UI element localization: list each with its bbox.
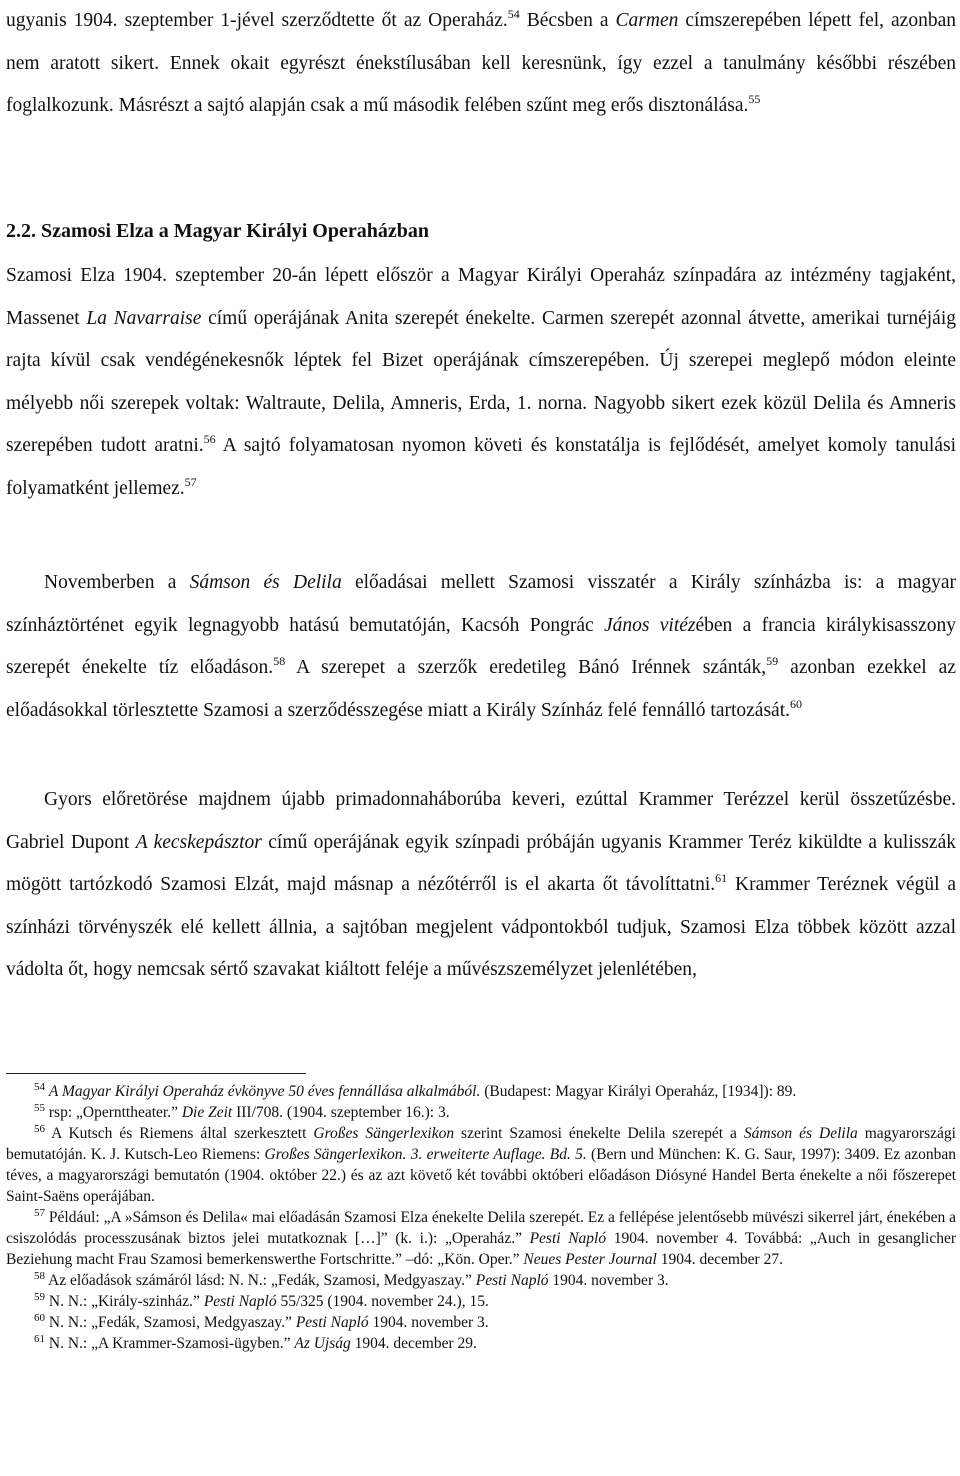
footnote-ref-61[interactable]: 61 bbox=[715, 871, 728, 885]
text: N. N.: „A Krammer-Szamosi-ügyben.” bbox=[45, 1335, 295, 1352]
footnote-ref-59[interactable]: 59 bbox=[766, 654, 779, 668]
text: Krammer Teréznek végül a színházi törvényszék elé kellett állnia, a sajtóban megjelent vádpontokból tudjuk, Szamosi Elza többek között azzal vádolta őt, hogy nemcsak sértő szavakat kiáltott feléje a művészszemélyzet jelenlétében, bbox=[6, 874, 956, 980]
text: Az előadások számáról lásd: N. N.: „Fedák, Szamosi, Medgyaszay.” bbox=[45, 1272, 476, 1289]
text: előadásai mellett Szamosi visszatér a Király színházba is: a magyar színháztörténet egyik legnagyobb hatású bemutatóján, Kacsóh Pongrác bbox=[6, 572, 956, 636]
text: 1904. november 3. bbox=[368, 1314, 489, 1331]
italic-title: La Navarraise bbox=[86, 307, 202, 329]
text: szerint Szamosi énekelte Delila szerepét a bbox=[454, 1125, 744, 1142]
footnote-number: 59 bbox=[34, 1291, 45, 1303]
footnote-54 bbox=[6, 1081, 956, 1102]
text: Bécsben a bbox=[519, 10, 616, 31]
text: Például: „A »Sámson és Delila« mai előadásán Szamosi Elza énekelte Delila szerepét. Ez a fellépése jelentősebb müvészi sikerrel járt, énekében a csiszolódás processzusának biztos jelei mutatkoznak […]” (k. i.): „Operaház.” bbox=[6, 1209, 956, 1247]
text: 1904. november 3. bbox=[548, 1272, 669, 1289]
paragraph-janos-vitez bbox=[6, 562, 956, 732]
italic-title: János vitéz bbox=[603, 614, 696, 636]
footnote-number: 54 bbox=[34, 1081, 45, 1093]
text: Gyors előretörése majdnem újabb primadonnaháborúba keveri, ezúttal Krammer Terézzel kerül összetűzésbe. Gabriel Dupont bbox=[6, 789, 956, 853]
footnote-number: 57 bbox=[34, 1207, 45, 1219]
italic-title: A kecskepásztor bbox=[135, 831, 262, 853]
footnote-divider bbox=[6, 1073, 306, 1074]
footnote-number: 61 bbox=[34, 1333, 45, 1345]
paragraph-opera-debut bbox=[6, 255, 956, 510]
text: 55/325 (1904. november 24.), 15. bbox=[276, 1293, 489, 1310]
italic-title: Pesti Napló bbox=[295, 1314, 369, 1331]
text: ugyanis 1904. szeptember 1-jével szerződtette őt az Operaház. bbox=[6, 10, 508, 31]
italic-title: Az Ujság bbox=[294, 1335, 351, 1352]
text: Szamosi Elza 1904. szeptember 20-án lépett először a Magyar Királyi Operaház színpadára az intézmény tagjaként, Massenet bbox=[6, 265, 956, 329]
footnote-ref-60[interactable]: 60 bbox=[790, 696, 802, 711]
text: (Budapest: Magyar Királyi Operaház, [1934]): 89. bbox=[480, 1083, 797, 1100]
text: 1904. november 4. Továbbá: „Auch in gesanglicher Beziehung macht Frau Szamosi bemerkenswerthe Fortschritte.” –dó: „Kön. Oper.” bbox=[6, 1230, 956, 1268]
italic-title: Großes Sängerlexikon bbox=[313, 1125, 455, 1142]
text: címszerepében lépett fel, azonban nem aratott sikert. Ennek okait egyrészt énekstílusában kell keresnünk, így ezzel a tanulmány későbbi részében foglalkozunk. Másrészt a sajtó alapján csak a mű második felében szűnt meg erős disztonálása. bbox=[6, 10, 956, 116]
text: című operájának egyik színpadi próbáján ugyanis Krammer Teréz kiküldte a kulisszák mögött tartózkodó Szamosi Elzát, majd másnap a nézőtérről is el akarta őt távolíttatni. bbox=[6, 831, 956, 895]
italic-title: Pesti Napló bbox=[529, 1230, 607, 1247]
italic-title: Neues Pester Journal bbox=[523, 1251, 657, 1268]
footnote-59 bbox=[6, 1291, 956, 1312]
footnote-ref-58[interactable]: 58 bbox=[273, 654, 286, 668]
footnote-61 bbox=[6, 1333, 956, 1354]
text: azonban ezekkel az előadásokkal törlesztette Szamosi a szerződésszegése miatt a Király Színház felé fennálló tartozását. bbox=[6, 657, 956, 721]
footnote-ref-55[interactable]: 55 bbox=[748, 92, 761, 106]
text: III/708. (1904. szeptember 16.): 3. bbox=[232, 1104, 450, 1121]
footnote-55 bbox=[6, 1102, 956, 1123]
paragraph-krammer-conflict bbox=[6, 779, 956, 992]
footnote-ref-56[interactable]: 56 bbox=[203, 432, 216, 446]
italic-title: Pesti Napló bbox=[475, 1272, 549, 1289]
footnote-57 bbox=[6, 1207, 956, 1270]
italic-title: Carmen bbox=[615, 10, 679, 31]
footnote-ref-54[interactable]: 54 bbox=[507, 7, 520, 21]
text: N. N.: „Király-szinház.” bbox=[45, 1293, 204, 1310]
italic-title: A Magyar Királyi Operaház évkönyve 50 éves fennállása alkalmából. bbox=[48, 1083, 481, 1100]
text: A szerepet a szerzők eredetileg Bánó Irénnek szánták, bbox=[285, 657, 767, 678]
italic-title: Großes Sängerlexikon. 3. erweiterte Auflage. Bd. 5. bbox=[264, 1146, 587, 1163]
text: című operájának Anita szerepét énekelte. Carmen szerepét azonnal átvette, amerikai turnéjáig rajta kívül csak vendégénekesnők léptek fel Bizet operájának címszerepében. Új szerepei meglepő módon eleinte mélyebb női szerepek voltak: Waltraute, Delila, Amneris, Erda, 1. norna. Nagyobb sikert ezek közül Delila és Amneris szerepében tudott aratni. bbox=[6, 307, 957, 456]
footnote-number: 55 bbox=[34, 1102, 45, 1114]
text: N. N.: „Fedák, Szamosi, Medgyaszay.” bbox=[45, 1314, 296, 1331]
footnotes bbox=[6, 1081, 956, 1354]
footnote-number: 60 bbox=[34, 1312, 45, 1324]
text: 1904. december 29. bbox=[350, 1335, 477, 1352]
footnote-ref-57[interactable]: 57 bbox=[184, 474, 197, 489]
text: magyarországi bemutatóján. K. J. Kutsch-Leo Riemens: bbox=[6, 1125, 956, 1163]
section-heading: 2.2. Szamosi Elza a Magyar Királyi Operaházban bbox=[6, 220, 429, 242]
footnote-60 bbox=[6, 1312, 956, 1333]
footnote-56 bbox=[6, 1123, 956, 1207]
italic-title: Sámson és Delila bbox=[189, 572, 342, 593]
text: (Bern und München: K. G. Saur, 1997): 3409. Ez azonban téves, a magyarországi bemutatón (1904. október 22.) és az azt követő két további októberi előadáson Diósyné Handel Berta énekelte a női főszerepet Saint-Saëns operájában. bbox=[6, 1146, 956, 1205]
footnote-58 bbox=[6, 1270, 956, 1291]
text: A sajtó folyamatosan nyomon követi és konstatálja is fejlődését, amelyet komoly tanulási folyamatként jellemez. bbox=[6, 435, 957, 499]
text: rsp: „Opernttheater.” bbox=[45, 1104, 182, 1121]
footnote-number: 56 bbox=[34, 1123, 45, 1135]
italic-title: Sámson és Delila bbox=[743, 1125, 858, 1142]
text: A Kutsch és Riemens által szerkesztett bbox=[45, 1125, 314, 1142]
italic-title: Pesti Napló bbox=[203, 1293, 277, 1310]
text: 1904. december 27. bbox=[656, 1251, 783, 1268]
paragraph-carmen-vienna bbox=[6, 0, 956, 128]
italic-title: Die Zeit bbox=[181, 1104, 233, 1121]
text: Novemberben a bbox=[44, 572, 190, 593]
footnote-number: 58 bbox=[34, 1270, 45, 1282]
text: ében a francia királykisasszony szerepét énekelte tíz előadáson. bbox=[6, 614, 956, 678]
